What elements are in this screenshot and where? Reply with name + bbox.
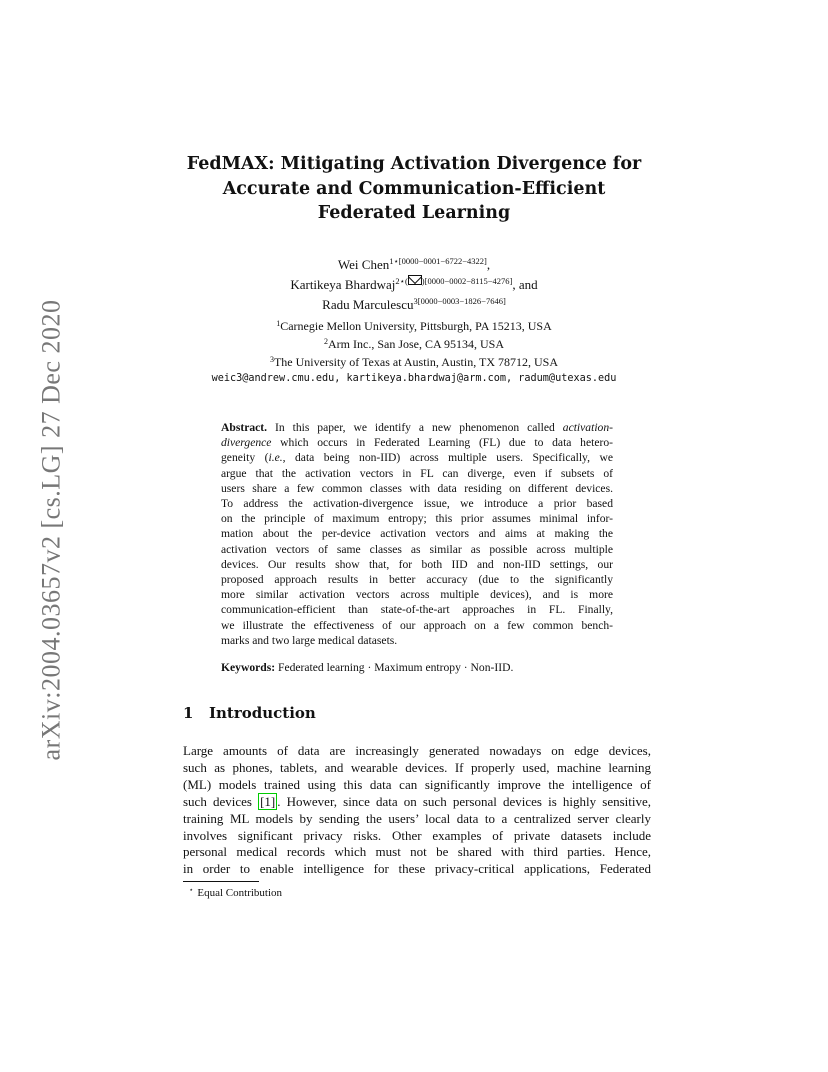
affiliation-mark: 2 (324, 337, 328, 346)
mail-icon[interactable] (408, 275, 422, 285)
abstract-line: activation vectors of same classes as similar as possible across multiple (221, 542, 613, 556)
keywords-label: Keywords: (221, 661, 276, 674)
author-separator: , (486, 257, 491, 272)
affiliation-text: Carnegie Mellon University, Pittsburgh, PA 15213, USA (280, 319, 552, 333)
abstract-line: we illustrate the effectiveness of our approach on a few common bench- (221, 618, 613, 632)
body-line: (ML) models trained using this data can significantly improve the intelligence of (183, 776, 651, 792)
title-line: Federated Learning (317, 203, 511, 223)
body-line: Large amounts of data are increasingly generated nowadays on edge devices, (183, 743, 651, 758)
intro-paragraph (183, 743, 651, 878)
affiliation (140, 334, 688, 352)
abstract-line: users share a few common classes with data residing on different devices. (221, 481, 613, 495)
body-line: such as phones, tablets, and wearable devices. If properly used, machine learning (183, 759, 651, 775)
abstract-line (221, 435, 613, 450)
affiliation-mark: 3 (269, 355, 274, 364)
abstract-text: data being non-IID) across multiple users. Specifically, we (285, 451, 613, 465)
abstract-line: on the principle of maximum entropy; this prior assumes minimal infor- (221, 512, 613, 526)
footnote-text: Equal Contribution (197, 887, 283, 899)
abstract-line: mation about the per-device activation vectors and aims at making the (221, 527, 613, 541)
abstract-emph: divergence (221, 436, 272, 450)
abstract-line: devices. Our results show that, for both IID and non-IID settings, our (221, 557, 613, 571)
author-mark: 2⋆ (395, 276, 405, 286)
citation-link[interactable]: [1] (260, 793, 276, 809)
body-line: involves significant privacy risks. Other examples of private datasets include (183, 827, 651, 843)
footnote-rule (183, 881, 259, 882)
abstract-line: argue that the activation vectors in FL can diverge, even if subsets of (221, 466, 613, 480)
body-line: in order to enable intelligence for these privacy-critical applications, Federated (183, 861, 651, 877)
abstract-emph: activation- (562, 421, 613, 434)
abstract-line: To address the activation-divergence issue, we introduce a prior based (221, 497, 613, 511)
email-list[interactable]: weic3@andrew.cmu.edu, kartikeya.bhardwaj@arm.com, radum@utexas.edu (211, 373, 617, 384)
section-title: Introduction (209, 704, 316, 722)
section-number: 1 (183, 704, 194, 722)
footnote (189, 886, 282, 899)
author-separator: , and (512, 277, 538, 292)
abstract-line (221, 450, 613, 465)
body-text: . However, since data on such personal devices is highly sensitive, (277, 793, 652, 809)
paper-title (140, 152, 688, 226)
abstract-text: In this paper, we identify a new phenomenon called (267, 421, 563, 434)
abstract-line (221, 420, 613, 435)
paren: ) (421, 276, 425, 286)
affiliation-text: Arm Inc., San Jose, CA 95134, USA (328, 337, 504, 351)
arxiv-stamp (28, 300, 74, 760)
body-line (183, 794, 651, 811)
author-list (140, 253, 688, 313)
abstract-line: more similar activation vectors across multiple devices), and is more (221, 588, 613, 602)
footnote-mark: ⋆ (189, 886, 194, 894)
author-name: Wei Chen (337, 257, 390, 272)
author-orcid: 1⋆[0000−0001−6722−4322] (389, 256, 487, 266)
abstract (221, 420, 613, 648)
arxiv-id: arXiv:2004.03657v2 [cs.LG] 27 Dec 2020 (36, 299, 66, 761)
title-line: Accurate and Communication-Efficient (222, 178, 606, 199)
abstract-line: marks and two large medical datasets. (221, 633, 398, 647)
abstract-line: communication-efficient than state-of-the-art approaches in FL. Finally, (221, 603, 613, 617)
paren: ( (404, 276, 408, 286)
abstract-text: which occurs in Federated Learning (FL) due to data hetero- (271, 436, 613, 450)
abstract-line: proposed approach results in better accuracy (due to the significantly (221, 573, 613, 587)
body-text: such devices (183, 793, 259, 809)
body-line: training ML models by sending the users’ local data to a centralized server clearly (183, 810, 651, 826)
affiliations (140, 316, 688, 386)
author-name: Radu Marculescu (322, 297, 414, 312)
author-orcid: 3[0000−0003−1826−7646] (413, 296, 506, 306)
abstract-text: geneity ( (221, 451, 269, 465)
affiliation-text: The University of Texas at Austin, Austin, TX 78712, USA (273, 355, 559, 369)
body-line: personal medical records which must not be shared with third parties. Hence, (183, 844, 651, 860)
author-name: Kartikeya Bhardwaj (290, 277, 396, 292)
abstract-label: Abstract. (221, 421, 268, 434)
keywords-text: Federated learning · Maximum entropy · Non-IID. (275, 661, 514, 674)
section-heading (183, 704, 316, 722)
abstract-emph: i.e., (268, 451, 286, 465)
keywords (221, 660, 613, 675)
author-orcid: [0000−0002−8115−4276] (424, 276, 513, 286)
title-line: FedMAX: Mitigating Activation Divergence for (186, 154, 642, 174)
affiliation (140, 352, 688, 370)
affiliation-mark: 1 (276, 319, 281, 328)
affiliation (140, 316, 688, 334)
